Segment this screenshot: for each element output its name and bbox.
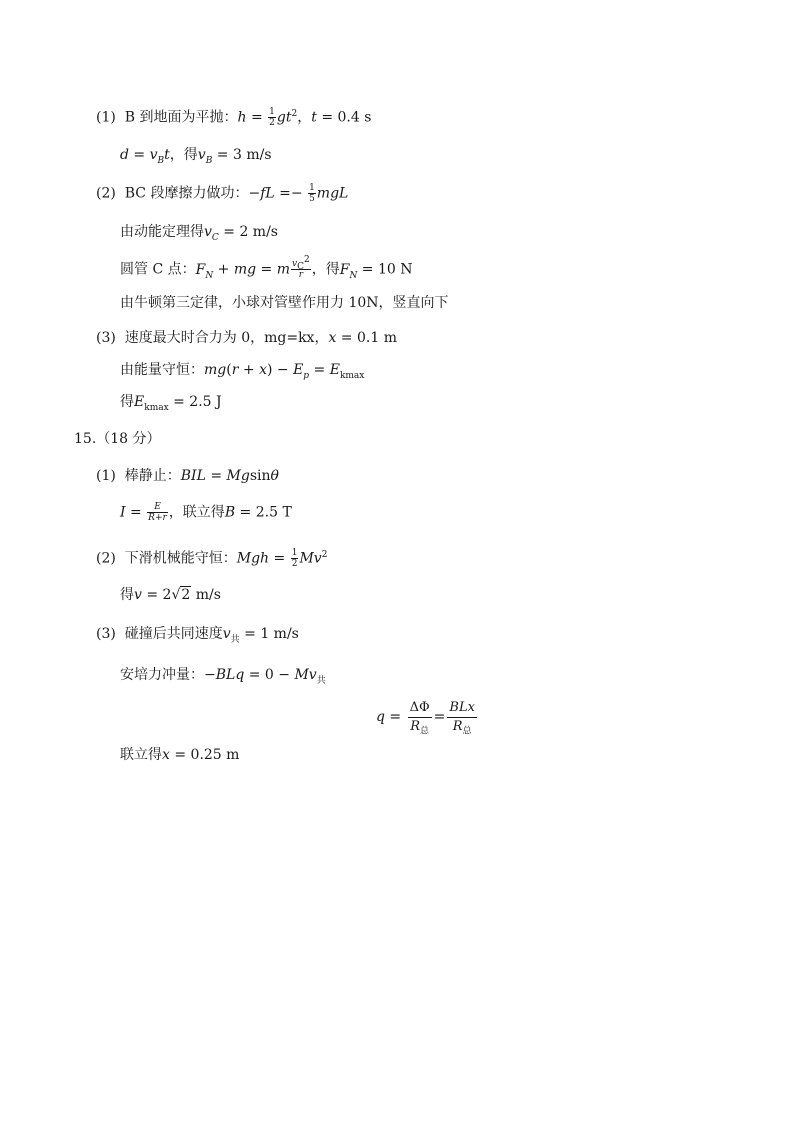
q14-part2-line2: 由动能定理得$v_C = 2$ m/s	[120, 224, 278, 243]
q14-part3-line1: (3) 速度最大时合力为 0，mg=kx，x = 0.1 m	[96, 330, 397, 346]
q14-part2-label: BC 段摩擦力做功：	[124, 185, 249, 202]
q15-part3-line2: 安培力冲量：$-BLq = 0 - Mv_共$	[120, 667, 326, 686]
q14-part2-line3: 圆管 C 点：$F_N$ + mg = m $\frac{v_C^2}{r}$ ，得$F_N = 10$ N	[120, 255, 413, 281]
q14-part3-line3: 得$E_{kmax} = 2.5$ J	[120, 394, 222, 413]
q15-part3-line3: q = $\frac{\Delta\Phi}{R_总}$ = $\frac{\text{BLx}}{R_总}$	[376, 699, 475, 737]
q15-part3-line1: (3) 碰撞后共同速度$v_共 = 1$ m/s	[96, 626, 299, 645]
q14-part1-number: (1)	[96, 109, 116, 126]
q14-part2-number: (2)	[96, 185, 116, 202]
q14-part1-label: B 到地面为平抛：	[124, 109, 238, 126]
q15-part3-line4: 联立得x = 0.25 m	[120, 747, 240, 763]
q15-part1-line2: I = $\frac{E}{R+r}$ ，联立得B = 2.5 T	[120, 502, 292, 523]
q14-part2-line1: (2) BC 段摩擦力做功：−fL =− $\frac{1}{5}$ mgL	[96, 183, 349, 204]
q14-part2-line4: 由牛顿第三定律，小球对管壁作用力 10N，竖直向下	[120, 295, 449, 311]
q15-part1-line1: (1) 棒静止：BIL = Mgsinθ	[96, 468, 279, 484]
q14-part3-line2: 由能量守恒：$mg(r + x) - E_p = E_{kmax}$	[120, 362, 365, 381]
q15-part1-number: (1)	[96, 468, 116, 484]
q15-header: 15.（18 分）	[74, 431, 161, 447]
q14-part1-line2: $d = v_Bt$，得$v_B = 3$ m/s	[120, 147, 272, 166]
q15-part2-line2: 得v = 2√2 m/s	[120, 587, 221, 603]
q15-part3-number: (3)	[96, 626, 116, 642]
q14-part1-line1: (1) B 到地面为平抛：h = $\frac{1}{2}$ $gt^2$，t = 0.4 s	[96, 107, 372, 128]
q14-part3-number: (3)	[96, 330, 116, 346]
q15-part2-line1: (2) 下滑机械能守恒：Mgh = $\frac{1}{2}$ Mv$^2$	[96, 548, 328, 569]
q15-part2-number: (2)	[96, 550, 116, 567]
